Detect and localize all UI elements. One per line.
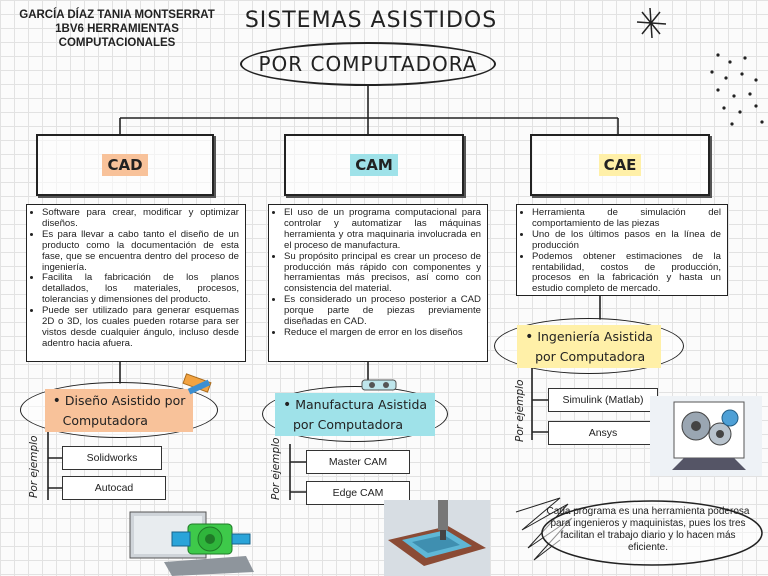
cae-example-ansys: Ansys bbox=[548, 421, 658, 445]
cae-gears-illustration bbox=[650, 396, 762, 476]
cad-description bbox=[26, 204, 246, 362]
cam-example-label: Por ejemplo bbox=[270, 437, 282, 500]
author-subject: COMPUTACIONALES bbox=[58, 37, 176, 49]
cam-description bbox=[268, 204, 488, 362]
author-group: 1BV6 HERRAMIENTAS bbox=[55, 23, 179, 35]
cae-label: CAE bbox=[599, 154, 642, 176]
cae-full-name-line1: Ingeniería Asistida bbox=[537, 328, 653, 344]
cae-example-label: Por ejemplo bbox=[514, 379, 526, 442]
cad-gearbox-illustration bbox=[124, 506, 260, 576]
author-name: GARCÍA DÍAZ TANIA MONTSERRAT bbox=[19, 9, 215, 21]
cam-machining-illustration bbox=[384, 500, 490, 576]
cae-example-simulink: Simulink (Matlab) bbox=[548, 388, 658, 412]
conclusion-text: Cada programa es una herramienta poderosa para ingenieros y maquinistas, pues los tres facilitan el trabajo diario y lo hacen más eficiente. bbox=[546, 506, 750, 553]
cam-machine-icon bbox=[360, 374, 400, 394]
cam-desc-item: • Reduce el margen de error en los diseños bbox=[284, 328, 481, 339]
cad-example-label: Por ejemplo bbox=[28, 435, 40, 498]
cae-desc-item: • Herramienta de simulación del comportamiento de las piezas bbox=[532, 208, 721, 230]
cad-full-name-line2: Computadora bbox=[62, 412, 148, 428]
cae-desc-item: • Podemos obtener estimaciones de la rentabilidad, costos de producción, procesos en la fabricación y hasta un estudio completo de mercado. bbox=[532, 252, 721, 296]
cam-full-name-line1: Manufactura Asistida bbox=[295, 396, 428, 412]
cad-desc-item: • Facilita la fabricación de los planos detallados, los materiales, procesos, tolerancias y dimensiones del producto. bbox=[42, 273, 239, 306]
cad-full-name: • Diseño Asistido por Computadora bbox=[45, 389, 194, 432]
cam-desc-item: • Es considerado un proceso posterior a CAD porque parte de piezas previamente diseñadas en CAD. bbox=[284, 295, 481, 328]
cad-desc-item: • Es para llevar a cabo tanto el diseño de un producto como la documentación de esta fase, que se encuentra dentro del proceso de ingeniería. bbox=[42, 230, 239, 274]
title-line2: POR COMPUTADORA bbox=[240, 42, 496, 86]
sparkle-icon bbox=[637, 8, 666, 38]
cam-desc-item: • El uso de un programa computacional para controlar y automatizar las máquinas herramienta y otra maquinaria involucrada en el proceso de manufactura. bbox=[284, 208, 481, 252]
cam-label: CAM bbox=[350, 154, 398, 176]
cae-full-name: • Ingeniería Asistida por Computadora bbox=[517, 325, 661, 368]
cam-category-box bbox=[284, 134, 464, 196]
cam-full-name-line2: por Computadora bbox=[292, 416, 403, 432]
title-line1: SISTEMAS ASISTIDOS bbox=[244, 8, 498, 33]
cam-example-mastercam: Master CAM bbox=[306, 450, 410, 474]
cad-example-autocad: Autocad bbox=[62, 476, 166, 500]
author-block bbox=[6, 8, 228, 50]
cad-example-solidworks: Solidworks bbox=[62, 446, 162, 470]
cam-desc-item: • Su propósito principal es crear un proceso de producción más rápido con componentes y herramientas más precisos, así como con consistencia del material. bbox=[284, 252, 481, 296]
cae-desc-item: • Uno de los últimos pasos en la línea de producción bbox=[532, 230, 721, 252]
cae-category-box bbox=[530, 134, 710, 196]
cad-full-name-line1: Diseño Asistido por bbox=[64, 392, 186, 408]
cae-full-name-line2: por Computadora bbox=[535, 348, 646, 364]
cad-desc-item: • Puede ser utilizado para generar esquemas 2D o 3D, los cuales pueden rotarse para ser vistos desde cualquier ángulo, incluso desde adentro hacia afuera. bbox=[42, 306, 239, 350]
cam-example-edgecam: Edge CAM bbox=[306, 481, 410, 505]
cam-full-name-oval bbox=[262, 386, 448, 442]
cae-description bbox=[516, 204, 728, 296]
cam-full-name: • Manufactura Asistida por Computadora bbox=[275, 393, 435, 436]
cad-label: CAD bbox=[102, 154, 147, 176]
cad-category-box bbox=[36, 134, 214, 196]
cad-desc-item: • Software para crear, modificar y optimizar diseños. bbox=[42, 208, 239, 230]
dots-decoration bbox=[710, 53, 763, 125]
cae-full-name-oval bbox=[494, 318, 684, 374]
cad-ruler-icon bbox=[178, 372, 218, 398]
